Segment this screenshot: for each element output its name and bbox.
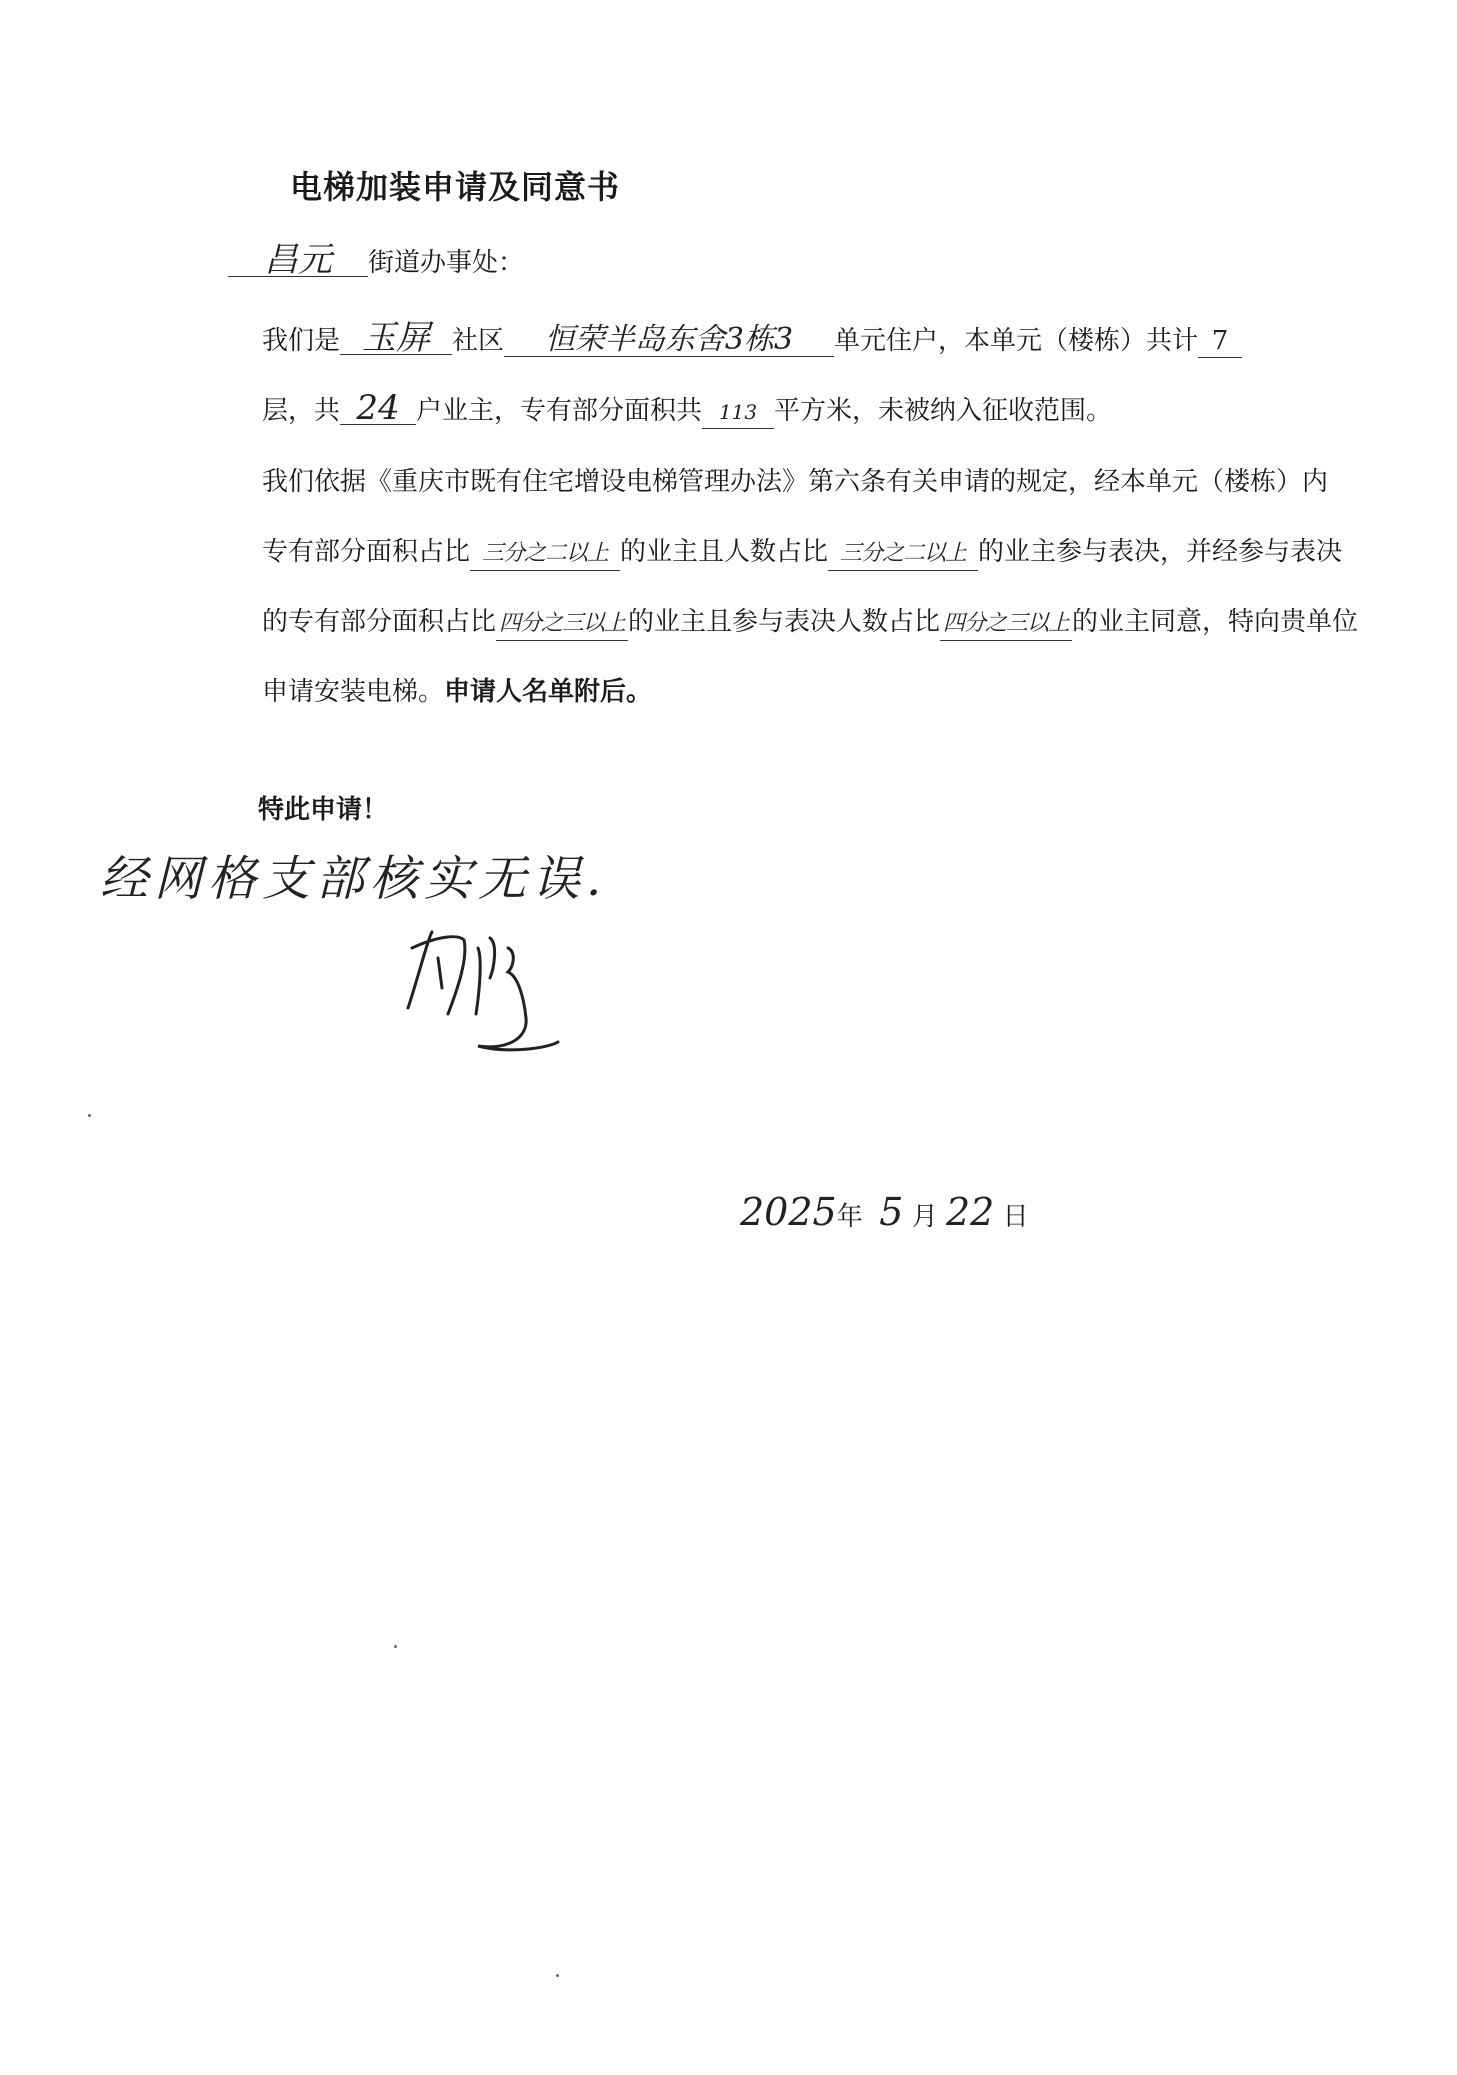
closing-text: 特此申请！	[258, 795, 389, 825]
paragraph2-line1: 我们依据《重庆市既有住宅增设电梯管理办法》第六条有关申请的规定，经本单元（楼栋）内	[262, 467, 1329, 497]
addressee-suffix: 街道办事处：	[368, 248, 525, 278]
handwritten-community: 玉屏	[340, 322, 452, 355]
scan-speck	[88, 1114, 91, 1117]
handwritten-floors: 7	[1198, 325, 1242, 358]
document-title: 电梯加装申请及同意书	[290, 168, 621, 206]
scan-speck	[394, 1645, 397, 1648]
handwritten-people-ratio: 三分之二以上	[828, 538, 978, 571]
paragraph2-line3	[262, 604, 1358, 641]
handwritten-year: 2025	[740, 1190, 837, 1234]
text-participate-vote: 的业主参与表决，并经参与表决	[978, 537, 1343, 567]
text-we-are: 我们是	[262, 326, 341, 356]
handwritten-vote-area-ratio: 四分之三以上	[496, 608, 628, 641]
text-apply-elevator: 申请安装电梯。	[262, 677, 445, 707]
handwritten-signature	[398, 918, 598, 1058]
handwritten-area: 113	[702, 396, 774, 429]
text-unit-residents: 单元住户，本单元（楼栋）共计	[834, 326, 1199, 356]
day-label: 日	[1002, 1202, 1029, 1232]
scan-speck	[556, 1974, 559, 1977]
date-line	[740, 1190, 1029, 1234]
handwritten-street: 昌元	[228, 244, 368, 277]
paragraph1-line1	[262, 318, 1242, 359]
text-vote-area-ratio: 的专有部分面积占比	[262, 607, 497, 637]
handwritten-area-ratio: 三分之二以上	[470, 538, 620, 571]
handwritten-building: 恒荣半岛东舍3栋3	[504, 324, 834, 357]
text-sqm-scope: 平方米，未被纳入征收范围。	[774, 396, 1113, 426]
text-floors-total: 层，共	[262, 396, 341, 426]
paragraph1-line2	[262, 388, 1113, 429]
handwritten-households: 24	[340, 392, 416, 425]
text-community: 社区	[452, 326, 505, 356]
text-applicant-list-attached: 申请人名单附后。	[444, 677, 653, 707]
handwritten-vote-people-ratio: 四分之三以上	[940, 608, 1072, 641]
text-owners-area: 户业主，专有部分面积共	[416, 396, 703, 426]
year-label: 年	[836, 1202, 863, 1232]
text-owners-agree: 的业主同意，特向贵单位	[1072, 607, 1359, 637]
handwritten-note: 经网格支部核实无误.	[100, 851, 608, 907]
handwritten-month: 5	[879, 1190, 904, 1234]
text-people-ratio: 的业主且人数占比	[620, 537, 829, 567]
month-label: 月	[911, 1202, 938, 1232]
paragraph2-line4	[262, 674, 652, 710]
addressee-line	[228, 240, 525, 281]
text-vote-people-ratio: 的业主且参与表决人数占比	[628, 607, 941, 637]
paragraph2-line2	[262, 534, 1342, 571]
handwritten-day: 22	[946, 1190, 995, 1234]
text-area-ratio: 专有部分面积占比	[262, 537, 471, 567]
